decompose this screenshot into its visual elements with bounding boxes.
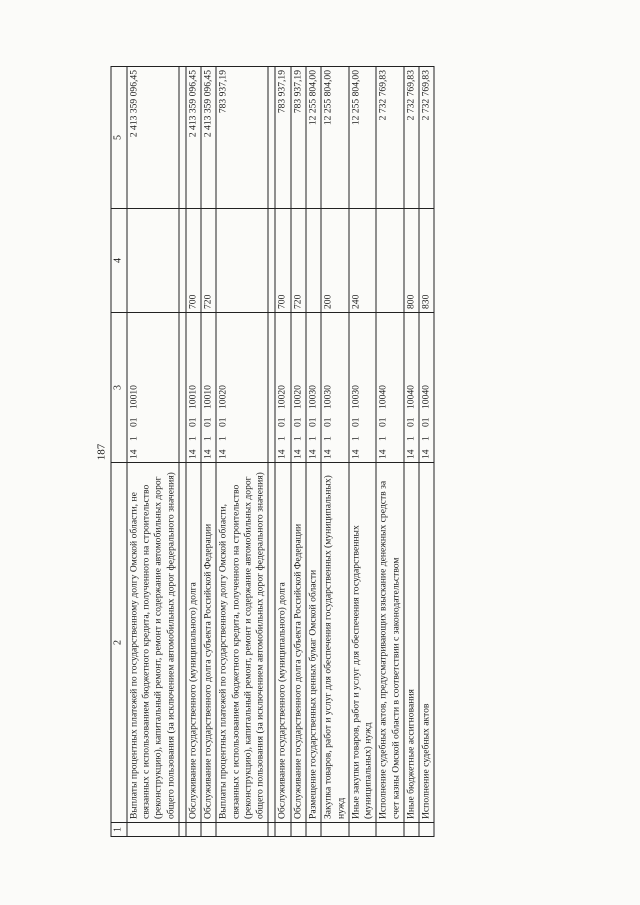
row-name: Выплаты процентных платежей по государственному долгу Омской области, не связанных с использованием бюджетного кредита, полученного на строительство (реконструкцию), капитальный ремонт, ремонт и содержание автомобильных дорог общего пользования (за исключением автомобильных дорог федерального значения) [127, 463, 179, 823]
code-part-c4: 10040 [377, 385, 389, 409]
code-part-c4: 10040 [420, 385, 432, 409]
row-code [321, 313, 349, 463]
row-vr [376, 209, 404, 313]
row-amount: 12 255 804,00 [306, 67, 321, 209]
code-part-c3: 01 [322, 417, 334, 427]
table-row [306, 67, 321, 837]
code-part-c2: 1 [217, 436, 229, 441]
code-part-c2: 1 [377, 436, 389, 441]
code-part-c4: 10010 [128, 385, 140, 409]
row-amount: 2 732 769,83 [404, 67, 419, 209]
code-part-c1: 14 [217, 449, 229, 459]
table-row [186, 67, 201, 837]
code-part-c2: 1 [322, 436, 334, 441]
header-row [111, 67, 127, 837]
row-name: Обслуживание государственного долга субъекта Российской Федерации [291, 463, 306, 823]
row-name: Иные бюджетные ассигнования [404, 463, 419, 823]
row-amount: 2 732 769,83 [376, 67, 404, 209]
header-col-4: 4 [111, 209, 127, 313]
table-row [291, 67, 306, 837]
code-part-c1: 14 [307, 449, 319, 459]
page-number: 187 [95, 443, 108, 461]
spacer-cell [268, 313, 275, 463]
code-part-c1: 14 [187, 449, 199, 459]
row-col-1 [376, 823, 404, 837]
row-col-1 [404, 823, 419, 837]
code-part-c3: 01 [377, 417, 389, 427]
spacer-row [268, 67, 275, 837]
row-amount: 12 255 804,00 [321, 67, 349, 209]
spacer-cell [179, 313, 186, 463]
row-name: Закупка товаров, работ и услуг для обеспечения государственных (муниципальных) нужд [321, 463, 349, 823]
header-col-5: 5 [111, 67, 127, 209]
row-col-1 [306, 823, 321, 837]
spacer-cell [268, 209, 275, 313]
spacer-row [179, 67, 186, 837]
table-row [376, 67, 404, 837]
code-part-c3: 01 [307, 417, 319, 427]
row-name: Обслуживание государственного долга субъекта Российской Федерации [201, 463, 216, 823]
row-code [376, 313, 404, 463]
row-code [201, 313, 216, 463]
row-code [404, 313, 419, 463]
header-col-1: 1 [111, 823, 127, 837]
code-part-c4: 10010 [187, 385, 199, 409]
code-part-c1: 14 [377, 449, 389, 459]
row-name: Исполнение судебных актов, предусматривающих взыскание денежных средств за счет казны Омской области в соответствии с законодательством [376, 463, 404, 823]
code-part-c3: 01 [420, 417, 432, 427]
row-amount: 2 732 769,83 [419, 67, 434, 209]
code-part-c3: 01 [276, 417, 288, 427]
row-col-1 [321, 823, 349, 837]
table-body [127, 67, 435, 837]
row-vr: 800 [404, 209, 419, 313]
table-row [201, 67, 216, 837]
row-vr: 200 [321, 209, 349, 313]
code-part-c2: 1 [350, 436, 362, 441]
row-amount: 2 413 359 096,45 [186, 67, 201, 209]
code-part-c4: 10030 [322, 385, 334, 409]
code-part-c1: 14 [350, 449, 362, 459]
row-col-1 [291, 823, 306, 837]
spacer-cell [179, 209, 186, 313]
rotated-content [93, 67, 548, 837]
table-row [419, 67, 434, 837]
row-col-1 [349, 823, 377, 837]
table-row [349, 67, 377, 837]
table-row [216, 67, 268, 837]
row-amount: 783 937,19 [275, 67, 290, 209]
spacer-cell [268, 823, 275, 837]
code-part-c3: 01 [217, 417, 229, 427]
code-part-c2: 1 [405, 436, 417, 441]
budget-table [111, 66, 435, 837]
row-vr [216, 209, 268, 313]
row-col-1 [201, 823, 216, 837]
table-row [127, 67, 179, 837]
code-part-c2: 1 [307, 436, 319, 441]
spacer-cell [179, 463, 186, 823]
table-row [275, 67, 290, 837]
code-part-c4: 10030 [350, 385, 362, 409]
code-part-c4: 10010 [202, 385, 214, 409]
row-name: Исполнение судебных актов [419, 463, 434, 823]
row-amount: 783 937,19 [216, 67, 268, 209]
row-code [306, 313, 321, 463]
code-part-c4: 10020 [276, 385, 288, 409]
row-vr: 720 [201, 209, 216, 313]
code-part-c3: 01 [292, 417, 304, 427]
table-row [404, 67, 419, 837]
code-part-c3: 01 [350, 417, 362, 427]
code-part-c4: 10020 [217, 385, 229, 409]
code-part-c4: 10020 [292, 385, 304, 409]
row-amount: 2 413 359 096,45 [127, 67, 179, 209]
row-code [275, 313, 290, 463]
row-amount: 12 255 804,00 [349, 67, 377, 209]
header-col-2: 2 [111, 463, 127, 823]
row-vr: 700 [275, 209, 290, 313]
row-name: Иные закупки товаров, работ и услуг для обеспечения государственных (муниципальных) нужд [349, 463, 377, 823]
code-part-c2: 1 [292, 436, 304, 441]
row-col-1 [275, 823, 290, 837]
code-part-c1: 14 [405, 449, 417, 459]
row-name: Выплаты процентных платежей по государственному долгу Омской области, связанных с использованием бюджетного кредита, полученного на строительство (реконструкцию), капитальный ремонт, ремонт и содержание автомобильных дорог общего пользования (за исключением автомобильных дорог федерального значения) [216, 463, 268, 823]
row-col-1 [419, 823, 434, 837]
code-part-c4: 10030 [307, 385, 319, 409]
row-name: Обслуживание государственного (муниципального) долга [186, 463, 201, 823]
row-name: Обслуживание государственного (муниципального) долга [275, 463, 290, 823]
code-part-c3: 01 [128, 417, 140, 427]
table-row [321, 67, 349, 837]
code-part-c1: 14 [128, 449, 140, 459]
row-vr: 830 [419, 209, 434, 313]
header-col-3: 3 [111, 313, 127, 463]
row-name: Размещение государственных ценных бумаг Омской области [306, 463, 321, 823]
code-part-c3: 01 [405, 417, 417, 427]
spacer-cell [179, 823, 186, 837]
row-col-1 [186, 823, 201, 837]
code-part-c1: 14 [202, 449, 214, 459]
row-vr [306, 209, 321, 313]
row-vr: 240 [349, 209, 377, 313]
code-part-c4: 10040 [405, 385, 417, 409]
code-part-c1: 14 [276, 449, 288, 459]
row-col-1 [216, 823, 268, 837]
row-code [291, 313, 306, 463]
row-code [419, 313, 434, 463]
code-part-c2: 1 [128, 436, 140, 441]
code-part-c1: 14 [292, 449, 304, 459]
spacer-cell [268, 67, 275, 209]
code-part-c2: 1 [202, 436, 214, 441]
code-part-c1: 14 [322, 449, 334, 459]
row-code [349, 313, 377, 463]
code-part-c3: 01 [187, 417, 199, 427]
code-part-c3: 01 [202, 417, 214, 427]
code-part-c2: 1 [420, 436, 432, 441]
row-amount: 783 937,19 [291, 67, 306, 209]
spacer-cell [179, 67, 186, 209]
row-vr [127, 209, 179, 313]
code-part-c1: 14 [420, 449, 432, 459]
row-code [186, 313, 201, 463]
code-part-c2: 1 [276, 436, 288, 441]
row-vr: 700 [186, 209, 201, 313]
row-amount: 2 413 359 096,45 [201, 67, 216, 209]
row-code [127, 313, 179, 463]
row-vr: 720 [291, 209, 306, 313]
code-part-c2: 1 [187, 436, 199, 441]
row-col-1 [127, 823, 179, 837]
row-code [216, 313, 268, 463]
spacer-cell [268, 463, 275, 823]
